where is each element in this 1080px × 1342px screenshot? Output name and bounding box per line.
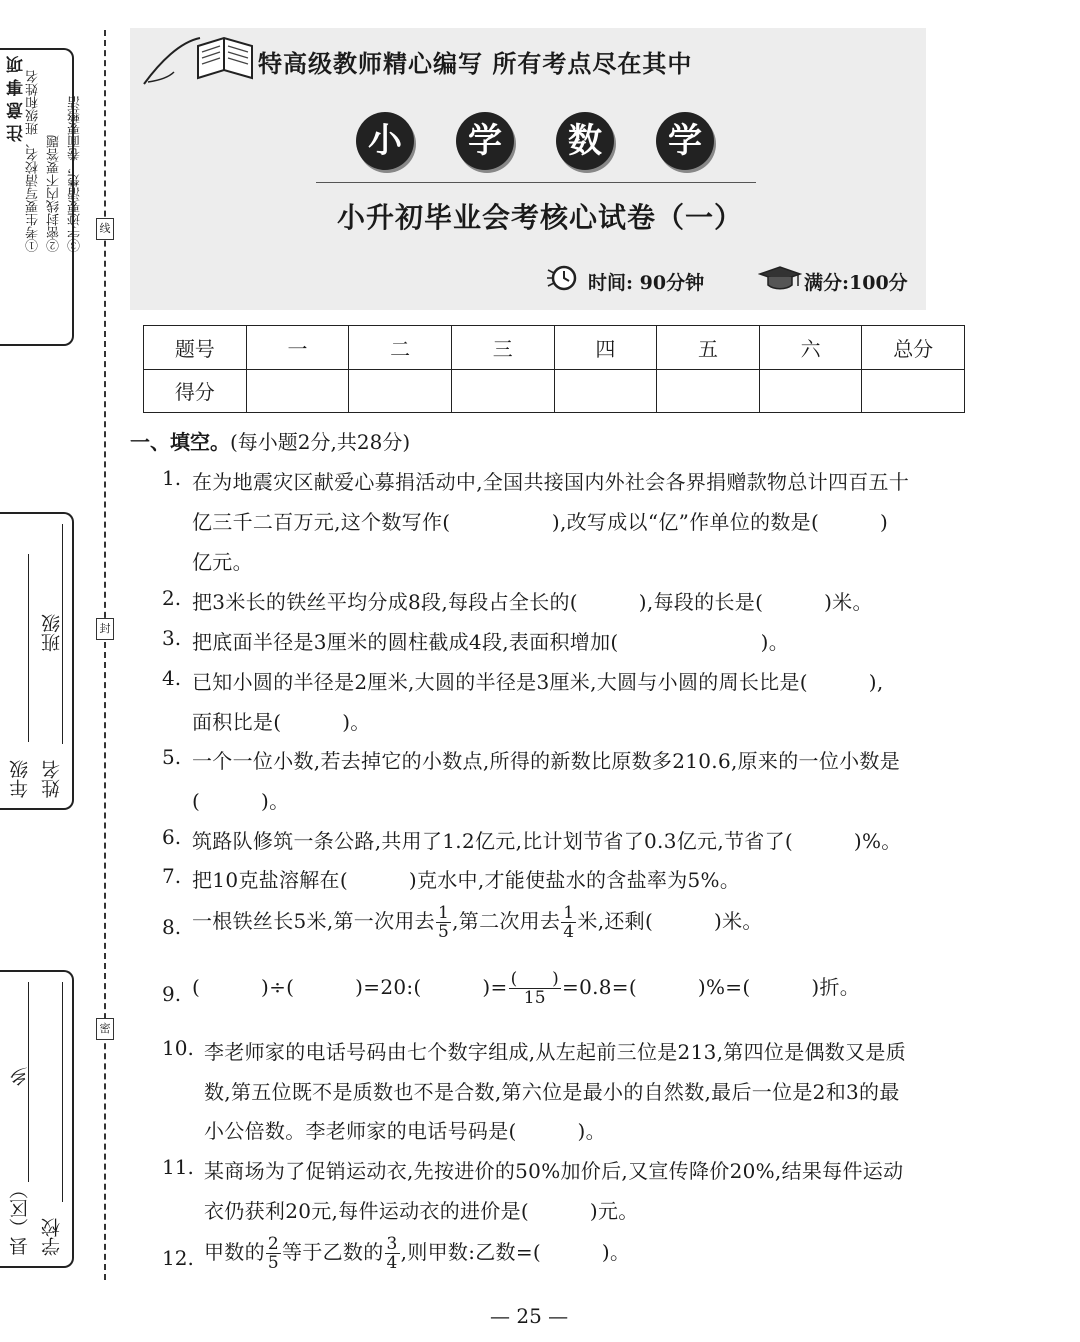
question-line: 衣仍获利20元,每件运动衣的进价是( )元。 — [204, 1199, 639, 1223]
title-rule — [316, 182, 756, 183]
question-number: 5. — [162, 745, 182, 769]
fraction-numerator: 1 — [437, 903, 450, 923]
seal-label-seal: 封 — [96, 618, 114, 640]
question-text: ,第二次用去 — [452, 909, 561, 933]
county-field-label: 县（区） — [9, 1180, 31, 1256]
question-number: 3. — [162, 626, 182, 650]
score-header-cell: 四 — [554, 326, 657, 370]
question-number: 6. — [162, 825, 182, 849]
section-heading — [130, 426, 410, 455]
score-header-cell: 五 — [657, 326, 760, 370]
question-line — [204, 1235, 630, 1272]
question-text: ,则甲数:乙数=( )。 — [400, 1240, 631, 1264]
score-table — [143, 325, 965, 413]
fraction — [266, 1235, 281, 1272]
exam-time: 时间: 90分钟 — [588, 272, 705, 294]
name-field-label: 姓名 — [41, 760, 63, 798]
question-number: 12. — [162, 1246, 194, 1270]
fraction-denominator: 4 — [563, 922, 575, 942]
score-header-cell: 三 — [451, 326, 554, 370]
slogan: 特高级教师精心编写 所有考点尽在其中 — [258, 50, 693, 78]
question-number: 7. — [162, 864, 182, 888]
question-number: 10. — [162, 1036, 194, 1060]
question-line: 把10克盐溶解在( )克水中,才能使盐水的含盐率为5%。 — [192, 868, 741, 892]
fraction-denominator: 15 — [523, 988, 546, 1008]
score-header-cell: 题号 — [144, 326, 247, 370]
fraction-denominator: 5 — [437, 922, 450, 942]
question-line: 小公倍数。李老师家的电话号码是( )。 — [204, 1119, 606, 1143]
seal-label-secret: 密 — [96, 1018, 114, 1040]
fraction — [385, 1235, 400, 1272]
question-line: 筑路队修筑一条公路,共用了1.2亿元,比计划节省了0.3亿元,节省了( )%。 — [192, 829, 902, 853]
note-item-1: ①考生要写清校名、班级和姓名 — [26, 70, 41, 252]
score-input-cell[interactable] — [451, 369, 554, 413]
county-field-line[interactable] — [28, 982, 29, 1182]
score-input-cell[interactable] — [759, 369, 862, 413]
class-field-label: 班级 — [41, 614, 63, 652]
question-number: 1. — [162, 466, 182, 490]
page-number: — 25 — — [490, 1304, 569, 1328]
question-text: 米,还剩( )米。 — [577, 909, 763, 933]
full-score: 满分:100分 — [804, 272, 908, 294]
question-line: ( )。 — [192, 789, 290, 813]
score-header-cell: 二 — [349, 326, 452, 370]
section-title: 一、填空。 — [130, 430, 230, 454]
question-line: 把3米长的铁丝平均分成8段,每段占全长的( ),每段的长是( )米。 — [192, 590, 873, 614]
score-row-label: 得分 — [144, 369, 247, 413]
subject-char-4: 学 — [656, 112, 714, 170]
section-note: (每小题2分,共28分) — [230, 430, 411, 454]
notes-list — [24, 70, 85, 252]
question-text: 一根铁丝长5米,第一次用去 — [192, 909, 435, 933]
fraction-numerator: ( ) — [510, 969, 560, 989]
question-text: 甲数的 — [204, 1240, 265, 1264]
seal-label-line: 线 — [96, 218, 114, 240]
fraction — [561, 904, 576, 941]
score-input-cell[interactable] — [657, 369, 760, 413]
student-info-box — [0, 512, 74, 810]
question-text: 等于乙数的 — [282, 1240, 384, 1264]
school-info-box — [0, 970, 74, 1268]
notes-heading: 注意事项 — [7, 50, 27, 142]
exam-title: 小升初毕业会考核心试卷（一） — [336, 201, 743, 234]
question-line: 已知小圆的半径是2厘米,大圆的半径是3厘米,大圆与小圆的周长比是( ), — [192, 670, 884, 694]
question-number: 8. — [162, 915, 182, 939]
question-line: 数,第五位既不是质数也不是合数,第六位是最小的自然数,最后一位是2和3的最 — [204, 1080, 900, 1104]
question-line — [192, 970, 860, 1007]
fraction-denominator: 5 — [267, 1253, 280, 1273]
question-number: 11. — [162, 1155, 194, 1179]
fraction-denominator: 4 — [386, 1253, 398, 1273]
book-pen-icon — [140, 32, 258, 88]
school-field-label: 学校 — [41, 1218, 63, 1256]
fraction — [509, 970, 561, 1007]
note-item-2: ②密封线内不要答题 — [47, 135, 62, 252]
question-line: 一个一位小数,若去掉它的小数点,所得的新数比原数多210.6,原来的一位小数是 — [192, 749, 901, 773]
score-header-cell: 六 — [759, 326, 862, 370]
question-number: 2. — [162, 586, 182, 610]
class-name-field-line[interactable] — [62, 524, 63, 744]
question-line — [192, 904, 763, 941]
question-text: =0.8=( )%=( )折。 — [562, 975, 861, 999]
township-field-label: 乡 — [9, 1067, 31, 1086]
grade-field-label: 年级 — [9, 760, 31, 798]
fraction-numerator: 3 — [386, 1234, 398, 1254]
fraction-numerator: 2 — [267, 1234, 280, 1254]
question-line: 亿元。 — [192, 550, 253, 574]
question-line: 李老师家的电话号码由七个数字组成,从左起前三位是213,第四位是偶数又是质 — [204, 1040, 906, 1064]
question-number: 9. — [162, 982, 182, 1006]
score-input-cell[interactable] — [349, 369, 452, 413]
fraction-numerator: 1 — [563, 903, 575, 923]
question-text: ( )÷( )=20:( )= — [192, 975, 508, 999]
notes-box — [0, 48, 83, 346]
subject-char-1: 小 — [356, 112, 414, 170]
grade-field-line[interactable] — [28, 554, 29, 742]
subject-char-2: 学 — [456, 112, 514, 170]
question-line: 面积比是( )。 — [192, 710, 371, 734]
note-item-3: ③字迹要清楚，卷面要整洁 — [68, 96, 83, 252]
score-input-cell[interactable] — [862, 369, 965, 413]
score-table-score-row — [144, 369, 965, 413]
question-number: 4. — [162, 666, 182, 690]
question-line: 在为地震灾区献爱心募捐活动中,全国共接国内外社会各界捐赠款物总计四百五十 — [192, 470, 910, 494]
question-line: 亿三千二百万元,这个数写作( ),改写成以“亿”作单位的数是( ) — [192, 510, 889, 534]
score-table-header-row — [144, 326, 965, 370]
school-field-line[interactable] — [62, 982, 63, 1202]
score-header-cell: 一 — [246, 326, 349, 370]
graduation-cap-icon — [758, 264, 802, 292]
fraction — [436, 904, 451, 941]
score-header-cell: 总分 — [862, 326, 965, 370]
subject-char-3: 数 — [556, 112, 614, 170]
score-input-cell[interactable] — [246, 369, 349, 413]
score-input-cell[interactable] — [554, 369, 657, 413]
question-line: 某商场为了促销运动衣,先按进价的50%加价后,又宣传降价20%,结果每件运动 — [204, 1159, 904, 1183]
question-line: 把底面半径是3厘米的圆柱截成4段,表面积增加( )。 — [192, 630, 790, 654]
clock-icon — [544, 264, 582, 292]
